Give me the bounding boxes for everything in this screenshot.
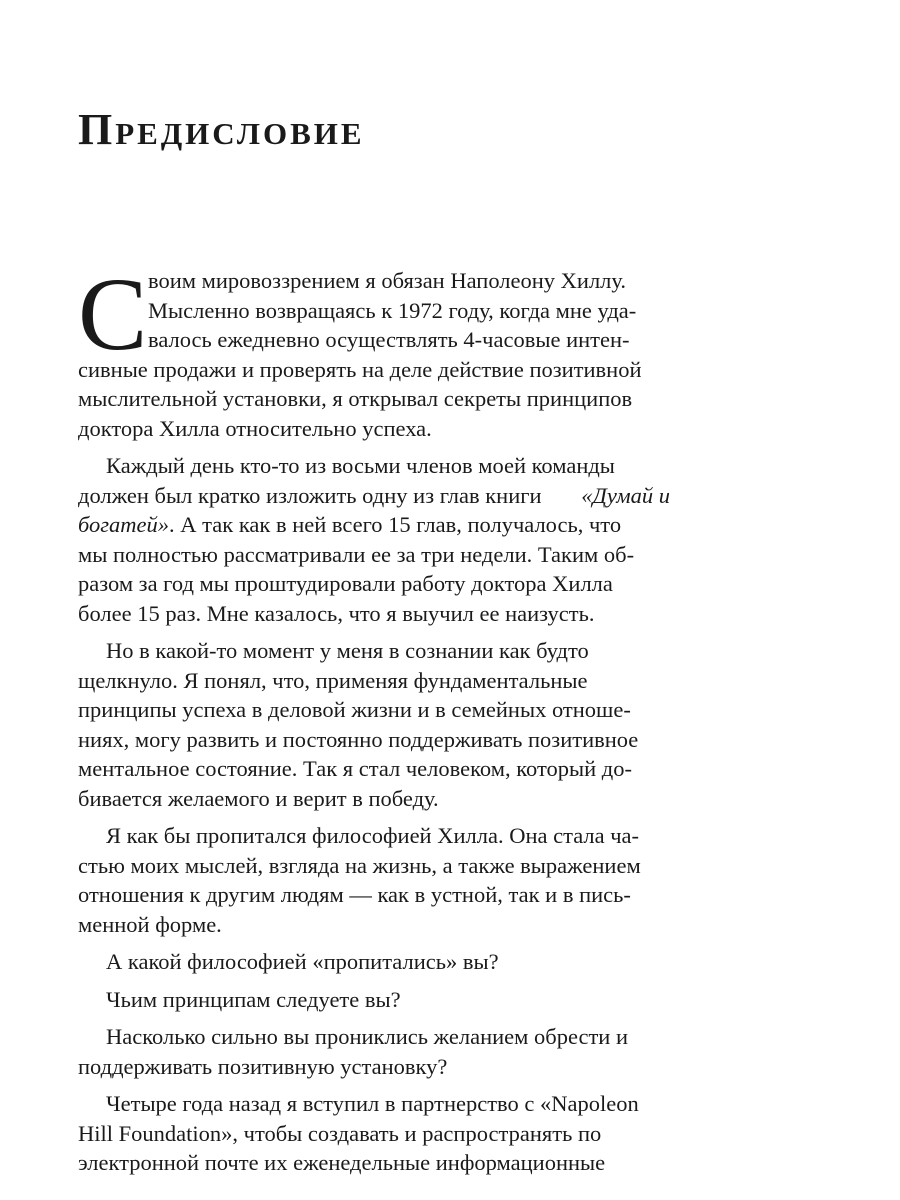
- paragraph-5: [78, 1089, 670, 1178]
- text-line: принципы успеха в деловой жизни и в семейных отноше-: [78, 697, 631, 722]
- text-line: Мысленно возвращаясь к 1972 году, когда мне уда-: [148, 297, 637, 323]
- text-line: Насколько сильно вы прониклись желанием обрести и: [106, 1024, 629, 1049]
- paragraph-3: [78, 636, 670, 813]
- book-title-part-2: богатей»: [78, 512, 170, 537]
- text-line: менной форме.: [78, 911, 222, 937]
- book-title-part-1: «Думай и: [581, 482, 670, 508]
- text-line: щелкнуло. Я понял, что, применяя фундаментальные: [78, 667, 588, 693]
- text-line: ниях, могу развить и постоянно поддерживать позитивное: [78, 726, 639, 752]
- question-1: А какой философией «пропитались» вы?: [106, 949, 499, 974]
- text-line: Hill Foundation», чтобы создавать и распространять по: [78, 1120, 602, 1146]
- body-text: [78, 257, 670, 1178]
- text-line: ментальное состояние. Так я стал человеком, который до-: [78, 756, 632, 781]
- paragraph-1: [78, 257, 670, 443]
- text-line: мыслительной установки, я открывал секреты принципов: [78, 386, 633, 411]
- drop-cap: С: [78, 257, 148, 372]
- text-line: поддерживать позитивную установку?: [78, 1053, 448, 1079]
- text-line: Но в какой-то момент у меня в сознании как будто: [106, 638, 589, 663]
- text-line: разом за год мы проштудировали работу доктора Хилла: [78, 571, 613, 596]
- text-line: . А так как в ней всего 15 глав, получалось, что: [169, 512, 622, 537]
- paragraph-4: [78, 821, 670, 939]
- text-line: должен был кратко изложить одну из глав книги: [78, 482, 542, 508]
- text-line: стью моих мыслей, взгляда на жизнь, а также выражением: [78, 852, 641, 878]
- paragraph-2: [78, 451, 670, 628]
- text-line: валось ежедневно осуществлять 4-часовые интен-: [148, 327, 630, 352]
- text-line: сивные продажи и проверять на деле действие позитивной: [78, 356, 642, 382]
- text-line: Я как бы пропитался философией Хилла. Она стала ча-: [106, 823, 640, 848]
- text-line: более 15 раз. Мне казалось, что я выучил ее наизусть.: [78, 600, 595, 626]
- question-3: [78, 1022, 670, 1081]
- question-2: Чьим принципам следуете вы?: [106, 986, 401, 1012]
- text-line: доктора Хилла относительно успеха.: [78, 415, 432, 441]
- text-line: бивается желаемого и верит в победу.: [78, 785, 439, 811]
- text-line: Каждый день кто-то из восьми членов моей команды: [106, 453, 615, 478]
- text-line: электронной почте их еженедельные информационные: [78, 1150, 606, 1175]
- text-line: воим мировоззрением я обязан Наполеону Хиллу.: [148, 268, 627, 293]
- page-title: Предисловие: [78, 105, 365, 154]
- text-line: Четыре года назад я вступил в партнерство с «Napoleon: [106, 1091, 639, 1116]
- text-line: мы полностью рассматривали ее за три недели. Таким об-: [78, 541, 635, 567]
- text-line: отношения к другим людям — как в устной, так и в пись-: [78, 882, 631, 907]
